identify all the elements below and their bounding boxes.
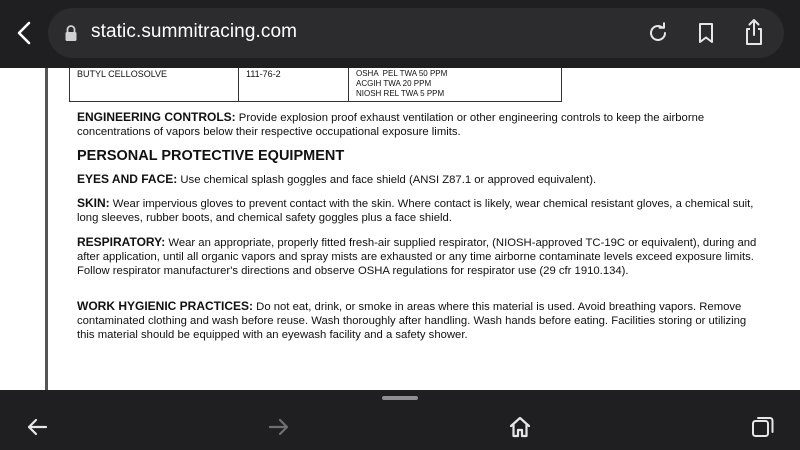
url-text: static.summitracing.com: [91, 21, 298, 42]
skin-paragraph: [77, 196, 757, 225]
address-bar[interactable]: [48, 8, 784, 58]
page-content[interactable]: [0, 68, 800, 390]
back-arrow-icon[interactable]: [24, 414, 50, 440]
engineering-controls-text: Provide explosion proof exhaust ventilation or other engineering controls to keep the airborne concentrations of vapors below their respective occupational exposure limits.: [77, 112, 705, 138]
ppe-heading: PERSONAL PROTECTIVE EQUIPMENT: [77, 148, 345, 164]
work-hygienic-text: Do not eat, drink, or smoke in areas where this material is used. Avoid breathing vapors. Remove contaminated clothing and wash before reuse. Wash thoroughly after handling. Wash hands before eating. Facilities storing or utilizing this material should be equipped with an eyewash facility and a safety shower.: [77, 301, 747, 341]
work-hygienic-label: WORK HYGIENIC PRACTICES:: [77, 299, 254, 313]
eyes-face-text: Use chemical splash goggles and face shield (ANSI Z87.1 or approved equivalent).: [177, 174, 597, 186]
lock-icon: [64, 24, 78, 42]
bookmark-icon[interactable]: [694, 21, 718, 45]
chevron-left-icon: [17, 21, 31, 45]
skin-text: Wear impervious gloves to prevent contact with the skin. Where contact is likely, wear chemical resistant gloves, a chemical suit, long sleeves, rubber boots, and chemical safety goggles plus a face shield.: [77, 198, 754, 224]
tabs-icon[interactable]: [750, 414, 776, 440]
back-button[interactable]: [10, 18, 38, 48]
engineering-controls-label: ENGINEERING CONTROLS:: [77, 110, 236, 124]
table-row: [70, 68, 562, 102]
bottom-toolbar: [0, 390, 800, 450]
share-icon[interactable]: [742, 18, 766, 46]
respiratory-label: RESPIRATORY:: [77, 235, 166, 249]
respiratory-text: Wear an appropriate, properly fitted fresh-air supplied respirator, (NIOSH-approved TC-19C or equivalent), during and after application, until all organic vapors and spray mists are exhausted or any time airborne contaminate levels exceed exposure limits. Follow respirator manufacturer's directions and observe OSHA regulations for respirator use (29 cfr 1910.134).: [77, 237, 757, 277]
work-hygienic-paragraph: [77, 299, 757, 342]
respiratory-paragraph: [77, 235, 757, 278]
exposure-limits-cell: [349, 68, 562, 102]
cas-number-cell: 111-76-2: [239, 68, 349, 102]
eyes-face-label: EYES AND FACE:: [77, 172, 178, 186]
eyes-face-paragraph: [77, 172, 757, 187]
home-icon[interactable]: [507, 414, 533, 440]
limit-osha: OSHA PEL TWA 50 PPM: [356, 69, 448, 78]
drag-handle[interactable]: [382, 396, 418, 400]
exposure-limits-table: [69, 68, 562, 102]
browser-toolbar: [0, 0, 800, 68]
engineering-controls-paragraph: [77, 110, 757, 139]
limit-niosh: NIOSH REL TWA 5 PPM: [356, 89, 445, 98]
limit-acgih: ACGIH TWA 20 PPM: [356, 79, 432, 88]
chemical-name-cell: BUTYL CELLOSOLVE: [70, 68, 239, 102]
reload-icon[interactable]: [646, 21, 670, 45]
page-edge-divider: [45, 68, 48, 390]
skin-label: SKIN:: [77, 196, 110, 210]
forward-arrow-icon[interactable]: [266, 414, 292, 440]
